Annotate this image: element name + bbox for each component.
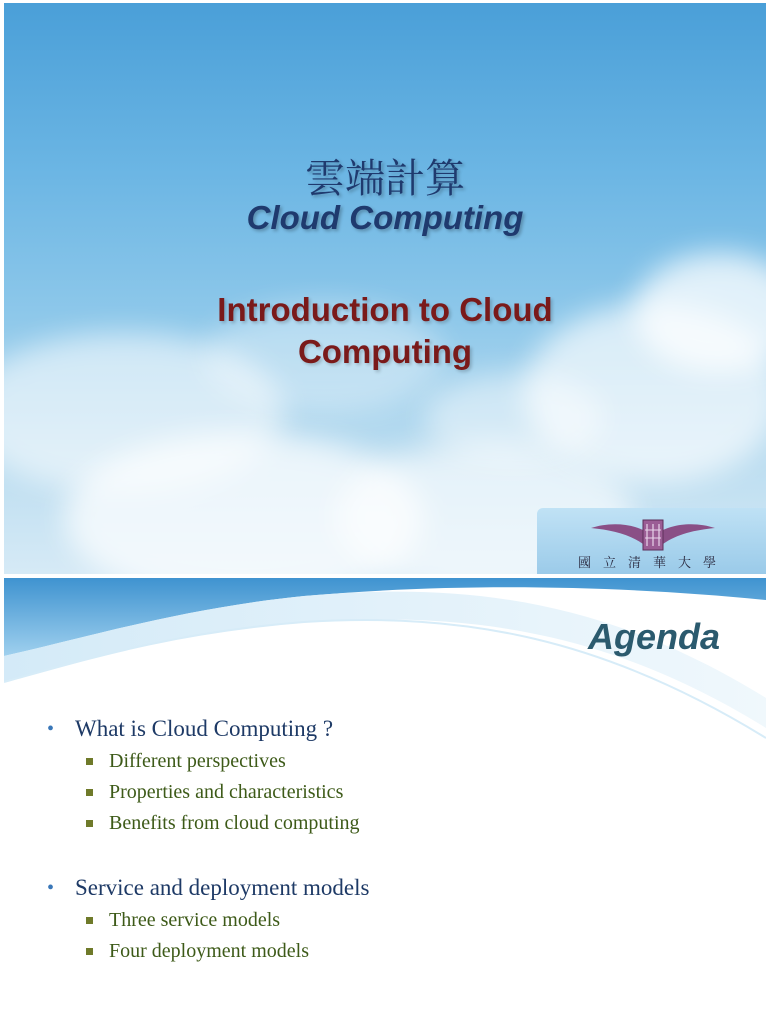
agenda-subitem bbox=[44, 777, 744, 808]
subtitle-line-2: Computing bbox=[297, 333, 473, 370]
university-logo bbox=[537, 508, 766, 574]
subtitle bbox=[4, 289, 766, 373]
agenda-subitem bbox=[44, 905, 744, 936]
title-slide bbox=[4, 3, 766, 574]
cloud-decoration bbox=[424, 373, 604, 463]
subitem-label: Properties and characteristics bbox=[109, 781, 344, 803]
agenda-list bbox=[44, 712, 744, 967]
square-bullet-icon bbox=[86, 758, 93, 765]
agenda-slide bbox=[4, 578, 766, 1024]
agenda-section bbox=[44, 712, 744, 746]
square-bullet-icon bbox=[86, 917, 93, 924]
agenda-subitem bbox=[44, 808, 744, 839]
square-bullet-icon bbox=[86, 820, 93, 827]
bullet-icon: • bbox=[47, 877, 55, 899]
square-bullet-icon bbox=[86, 948, 93, 955]
subitem-label: Different perspectives bbox=[109, 750, 286, 772]
title-english: Cloud Computing bbox=[246, 199, 524, 236]
agenda-section bbox=[44, 871, 744, 905]
section-label: Service and deployment models bbox=[75, 875, 370, 900]
subtitle-line-1: Introduction to Cloud bbox=[217, 291, 553, 328]
agenda-subitem bbox=[44, 746, 744, 777]
subitem-label: Three service models bbox=[109, 909, 281, 931]
title-chinese: 雲端計算 bbox=[305, 156, 465, 202]
subitem-label: Four deployment models bbox=[109, 940, 309, 962]
university-name: 國立清華大學 bbox=[577, 556, 728, 571]
square-bullet-icon bbox=[86, 789, 93, 796]
subitem-label: Benefits from cloud computing bbox=[109, 812, 360, 834]
section-label: What is Cloud Computing ? bbox=[75, 716, 334, 741]
agenda-title: Agenda bbox=[587, 616, 720, 657]
agenda-subitem bbox=[44, 936, 744, 967]
bullet-icon: • bbox=[47, 718, 55, 740]
